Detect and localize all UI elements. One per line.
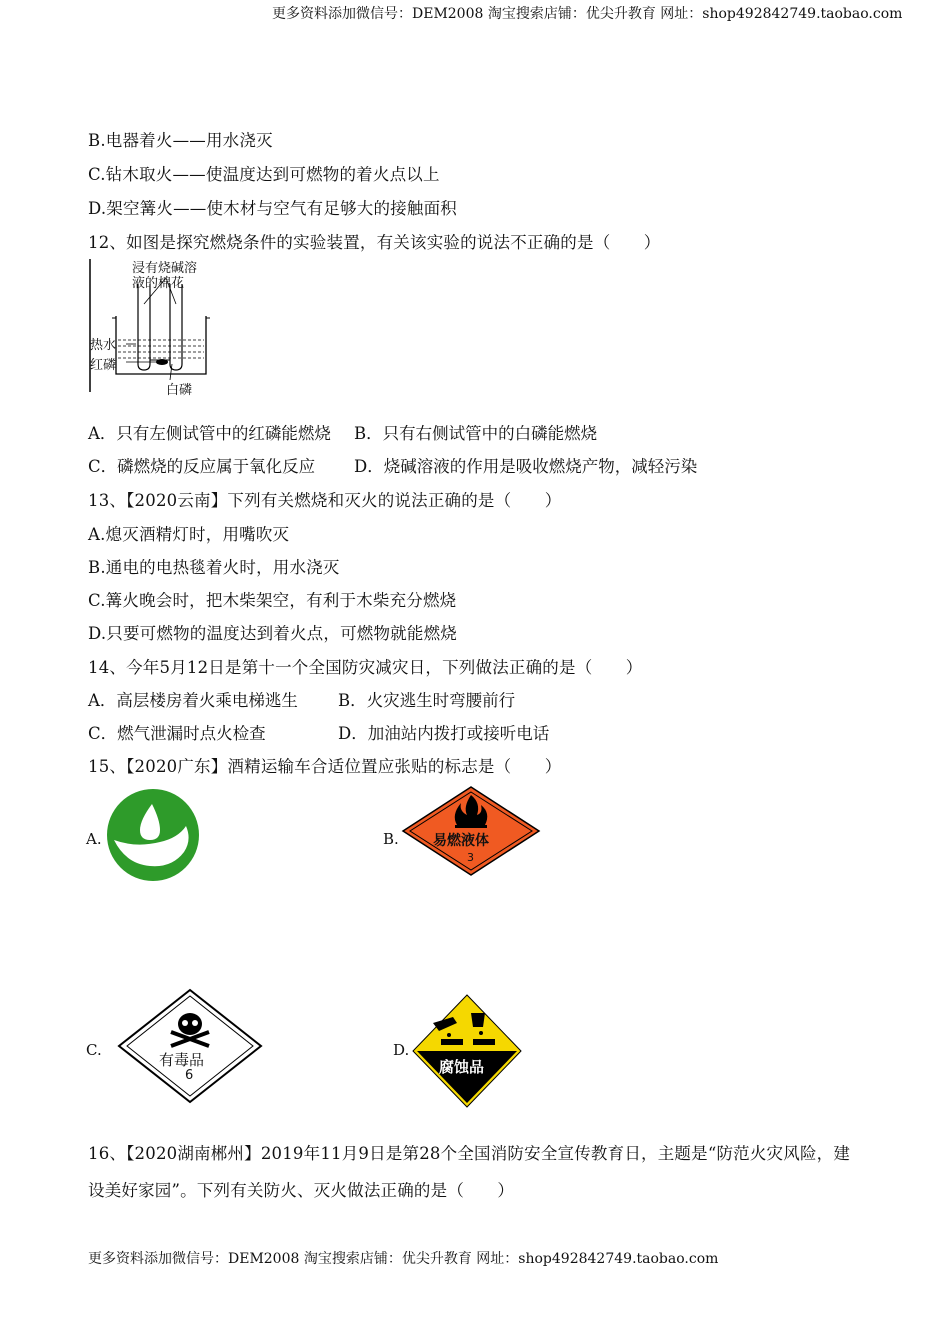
q15-label-a: A. — [86, 830, 102, 848]
q13-option-c: C.篝火晚会时，把木柴架空，有利于木柴充分燃烧 — [88, 591, 457, 610]
label-cotton-1: 浸有烧碱溶 — [132, 261, 198, 276]
q15-stem: 15、【2020广东】酒精运输车合适位置应张贴的标志是（ ） — [88, 757, 562, 776]
label-hot-water: 热水 — [90, 338, 117, 353]
q13-option-d: D.只要可燃物的温度达到着火点，可燃物就能燃烧 — [88, 624, 457, 643]
q11-option-c: C.钻木取火——使温度达到可燃物的着火点以上 — [88, 165, 440, 184]
q14-option-b: B．火灾逃生时弯腰前行 — [338, 691, 516, 710]
q13-option-a: A.熄灭酒精灯时，用嘴吹灭 — [88, 525, 290, 544]
q15-label-d: D. — [393, 1041, 410, 1059]
q12-option-d: D．烧碱溶液的作用是吸收燃烧产物，减轻污染 — [354, 457, 698, 476]
toxic-substance-sign — [117, 988, 263, 1104]
q14-option-d: D．加油站内拨打或接听电话 — [338, 724, 550, 743]
q13-option-b: B.通电的电热毯着火时，用水浇灭 — [88, 558, 340, 577]
sign-c-text: 有毒品 — [159, 1051, 205, 1069]
q15-label-c: C. — [86, 1041, 102, 1059]
q11-option-d: D.架空篝火——使木材与空气有足够大的接触面积 — [88, 199, 457, 218]
sign-c-number: 6 — [185, 1068, 194, 1083]
label-red-phosphorus: 红磷 — [90, 358, 117, 373]
sign-b-text: 易燃液体 — [433, 833, 489, 849]
q13-stem: 13、【2020云南】下列有关燃烧和灭火的说法正确的是（ ） — [88, 491, 562, 510]
page-header: 更多资料添加微信号：DEM2008 淘宝搜索店铺：优尖升教育 网址：shop492842749.taobao.com — [272, 6, 903, 22]
q11-option-b: B.电器着火——用水浇灭 — [88, 131, 273, 150]
label-cotton-2: 液的棉花 — [132, 276, 185, 291]
sign-d-text: 腐蚀品 — [439, 1058, 485, 1076]
q14-stem: 14、今年5月12日是第十一个全国防灾减灾日，下列做法正确的是（ ） — [88, 658, 643, 677]
water-saving-sign — [106, 788, 200, 882]
page-footer: 更多资料添加微信号：DEM2008 淘宝搜索店铺：优尖升教育 网址：shop492842749.taobao.com — [88, 1251, 719, 1267]
q14-option-c: C．燃气泄漏时点火检查 — [88, 724, 266, 743]
q15-label-b: B. — [383, 830, 399, 848]
q12-option-c: C．磷燃烧的反应属于氧化反应 — [88, 457, 316, 476]
flammable-liquid-sign — [401, 785, 541, 877]
q12-option-a: A．只有左侧试管中的红磷能燃烧 — [88, 424, 331, 443]
q16-line-2: 设美好家园”。下列有关防火、灭火做法正确的是（ ） — [88, 1181, 515, 1200]
q12-stem: 12、如图是探究燃烧条件的实验装置，有关该实验的说法不正确的是（ ） — [88, 233, 661, 252]
label-white-phosphorus: 白磷 — [166, 383, 193, 398]
q14-option-a: A．高层楼房着火乘电梯逃生 — [88, 691, 298, 710]
q12-apparatus-figure — [86, 256, 226, 398]
q16-line-1: 16、【2020湖南郴州】2019年11月9日是第28个全国消防安全宣传教育日，主题是“防范火灾风险，建 — [88, 1144, 851, 1163]
sign-b-number: 3 — [467, 851, 474, 864]
q12-option-b: B．只有右侧试管中的白磷能燃烧 — [354, 424, 598, 443]
corrosive-substance-sign — [411, 993, 523, 1109]
